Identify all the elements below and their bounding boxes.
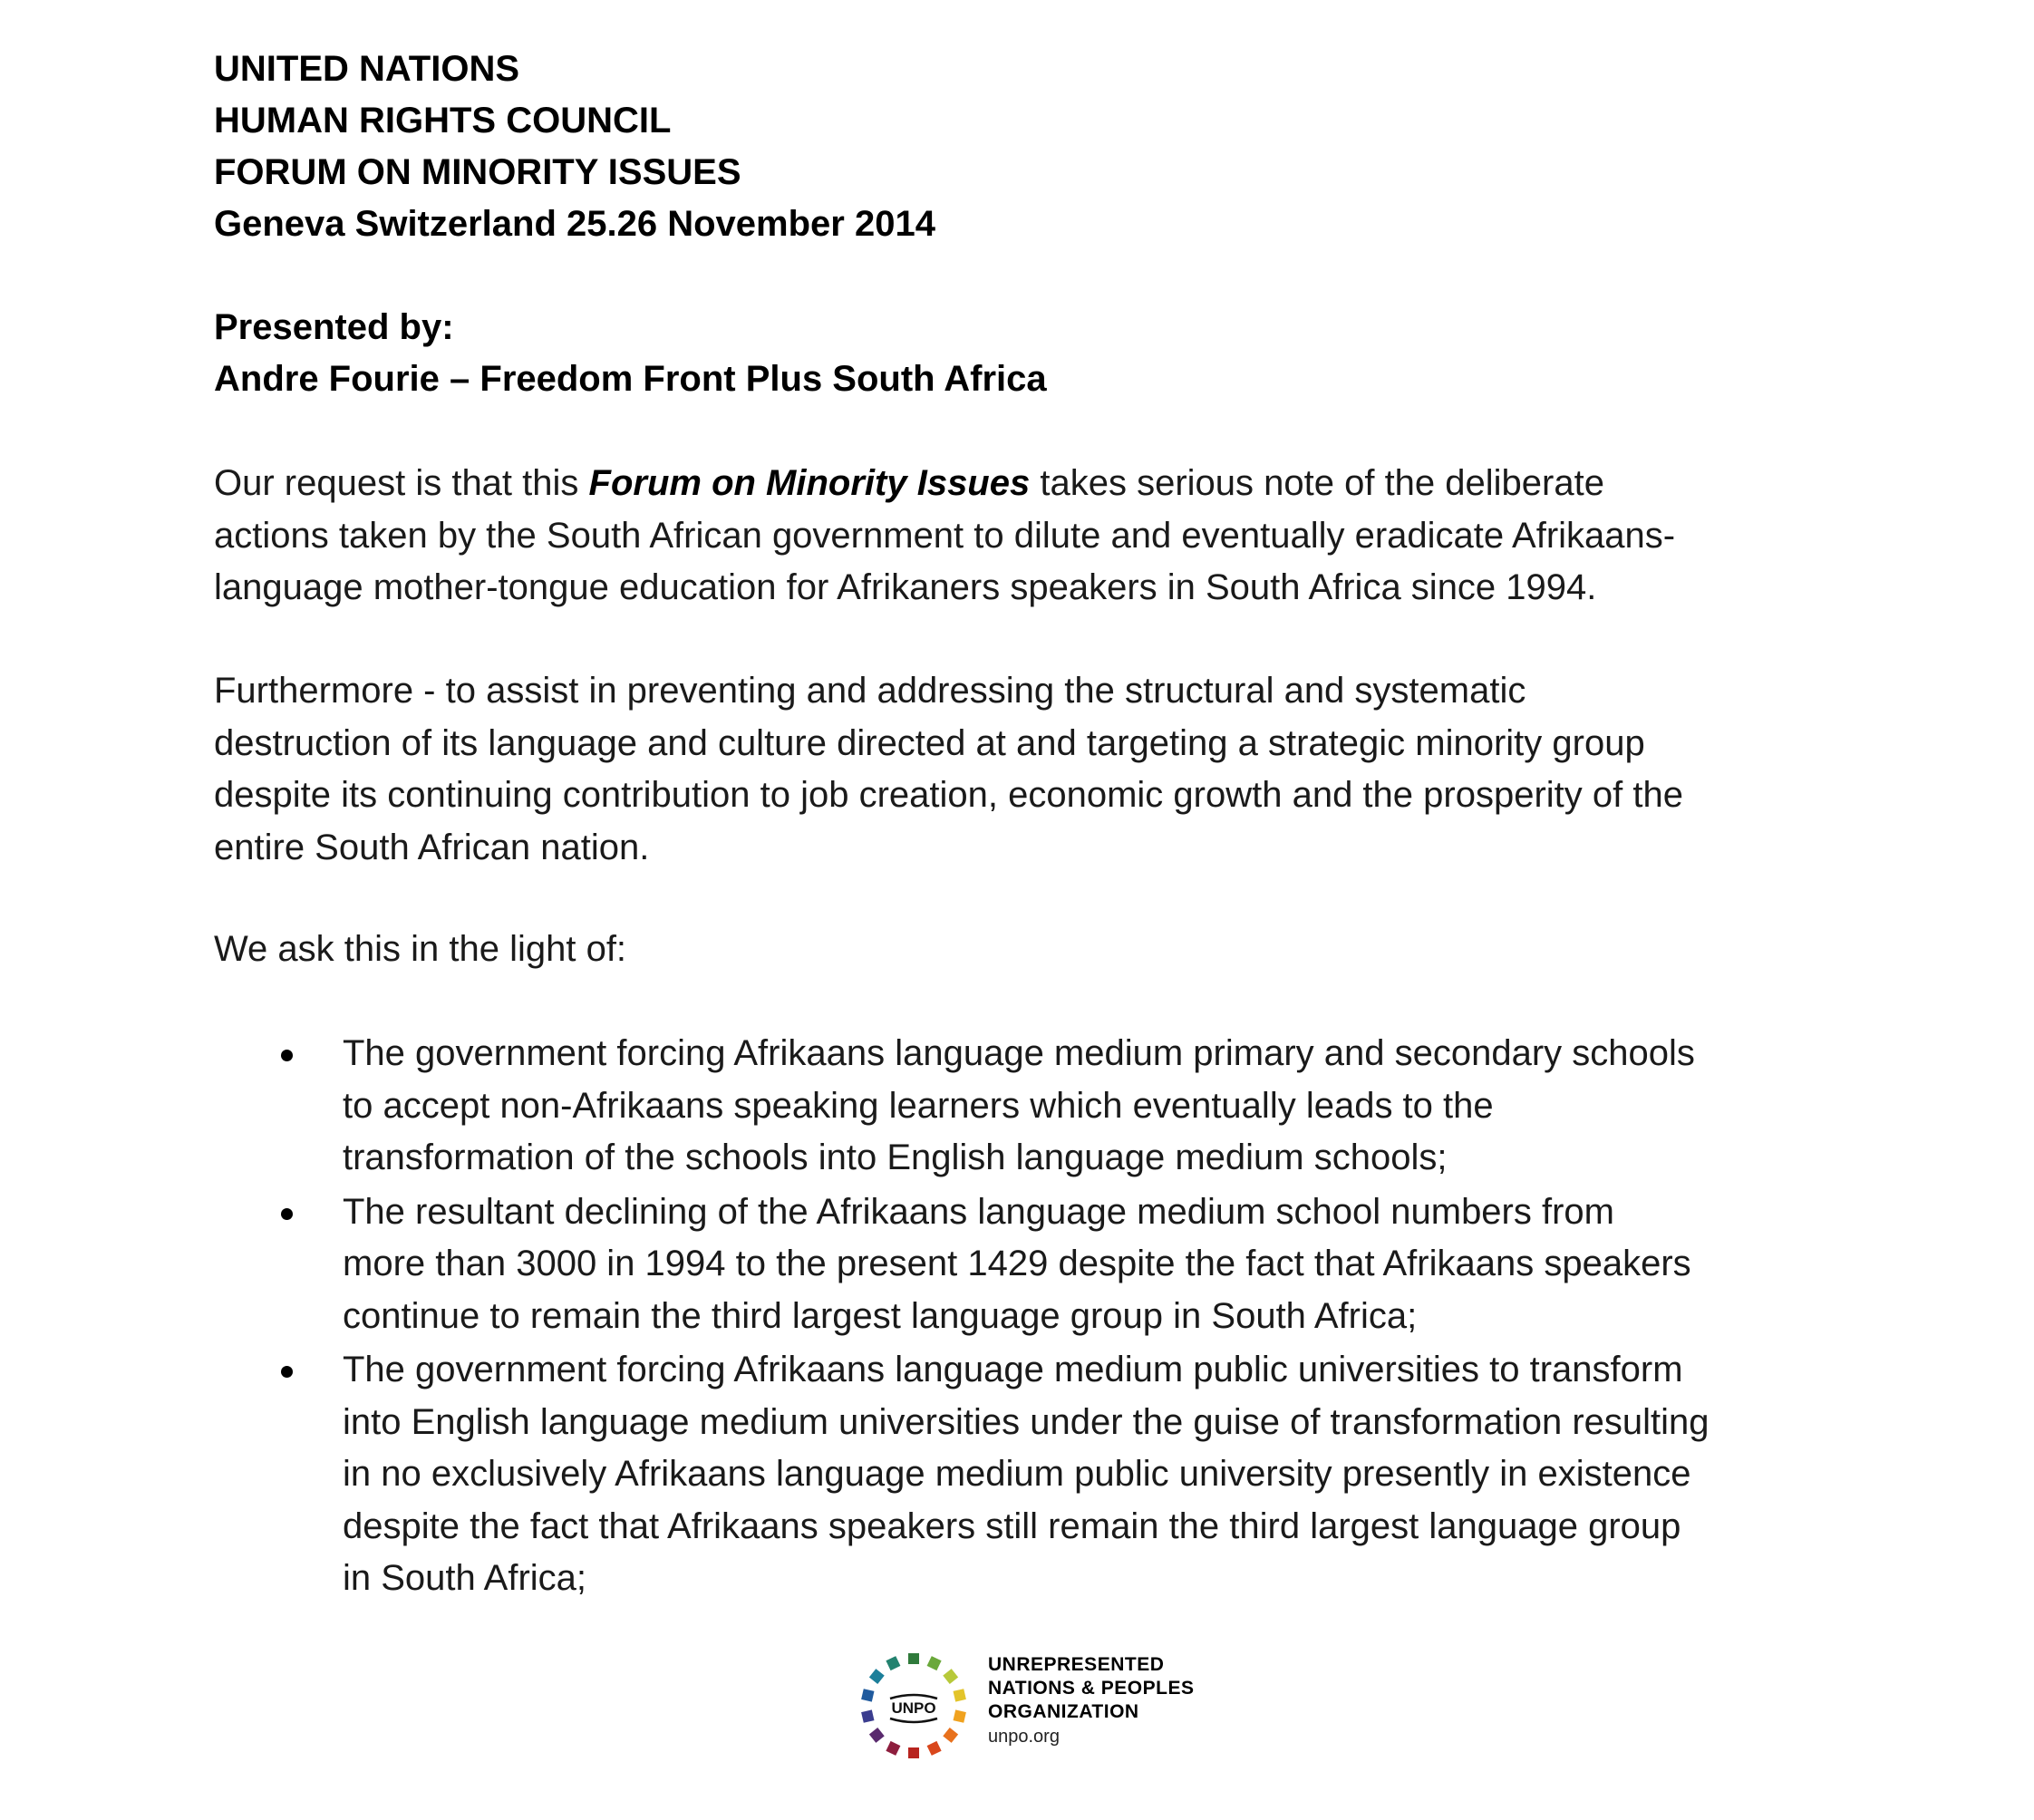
list-item-line: more than 3000 in 1994 to the present 1429 despite the fact that Afrikaans speakers: [343, 1244, 1691, 1283]
list-item-line: despite the fact that Afrikaans speakers still remain the third largest language group: [343, 1505, 1681, 1546]
unpo-emblem-text: UNPO: [891, 1699, 936, 1717]
list-item-line: transformation of the schools into English language medium schools;: [343, 1138, 1448, 1177]
presenter-label: Presented by:: [214, 307, 454, 347]
list-item-line: to accept non-Afrikaans speaking learners which eventually leads to the: [343, 1085, 1494, 1126]
presenter-name: Andre Fourie – Freedom Front Plus South Africa: [214, 359, 1047, 399]
paragraph-furthermore: [214, 665, 1827, 874]
emblem-segment: [869, 1669, 885, 1684]
header-org-name: UNITED NATIONS: [214, 49, 520, 89]
list-item-line: The government forcing Afrikaans language medium public universities to transform: [343, 1350, 1683, 1389]
paragraph-line: entire South African nation.: [214, 827, 650, 867]
list-item-line: The government forcing Afrikaans language medium primary and secondary schools: [343, 1033, 1695, 1073]
paragraph-line: destruction of its language and culture directed at and targeting a strategic minority group: [214, 722, 1645, 763]
bullet-icon: [281, 1208, 293, 1220]
header-location-date: Geneva Switzerland 25.26 November 2014: [214, 204, 935, 244]
list-item: [214, 1344, 1710, 1605]
emblem-segment: [861, 1689, 874, 1701]
emblem-segment: [886, 1741, 900, 1756]
paragraph-line: actions taken by the South African government to dilute and eventually eradicate Afrikaans-: [214, 515, 1676, 556]
org-url: unpo.org: [988, 1727, 1060, 1747]
list-item-line: in no exclusively Afrikaans language medium public university presently in existence: [343, 1454, 1691, 1494]
list-item: [214, 1028, 1710, 1185]
emblem-segment: [908, 1653, 919, 1664]
org-name-line: NATIONS & PEOPLES: [988, 1678, 1195, 1699]
emblem-segment: [861, 1709, 874, 1722]
paragraph-line: Furthermore - to assist in preventing and addressing the structural and systematic: [214, 671, 1526, 711]
paragraph-line: language mother-tongue education for Afrikaners speakers in South Africa since 1994.: [214, 567, 1597, 607]
emblem-segment: [943, 1669, 958, 1684]
org-name-line: ORGANIZATION: [988, 1701, 1139, 1722]
paragraph-line: We ask this in the light of:: [214, 929, 627, 969]
list-item-line: into English language medium universities under the guise of transformation resulting: [343, 1401, 1710, 1442]
emblem-segment: [927, 1656, 942, 1670]
emblem-segment: [927, 1741, 942, 1756]
paragraph-text: takes serious note of the deliberate: [1030, 463, 1604, 503]
list-item: [214, 1186, 1710, 1343]
header-council-name: HUMAN RIGHTS COUNCIL: [214, 101, 672, 140]
emblem-segment: [943, 1728, 958, 1743]
org-name-line: UNREPRESENTED: [988, 1654, 1165, 1675]
unpo-wordmark: [988, 1653, 1194, 1749]
forum-emphasis: Forum on Minority Issues: [588, 463, 1031, 503]
paragraph-request: [214, 458, 1827, 615]
paragraph-ask: [214, 924, 1827, 976]
emblem-segment: [954, 1689, 966, 1701]
list-item-line: The resultant declining of the Afrikaans language medium school numbers from: [343, 1191, 1614, 1232]
list-item-line: in South Africa;: [343, 1558, 587, 1598]
emblem-segment: [869, 1728, 885, 1743]
header-forum-name: FORUM ON MINORITY ISSUES: [214, 152, 741, 192]
paragraph-text: Our request is that this: [214, 463, 589, 503]
emblem-swoosh-top-icon: [890, 1695, 937, 1699]
presenter-block: [214, 302, 1047, 405]
bullet-icon: [281, 1366, 293, 1378]
emblem-segment: [908, 1747, 919, 1758]
emblem-swoosh-bottom-icon: [890, 1718, 937, 1722]
bullet-icon: [281, 1050, 293, 1061]
emblem-segment: [954, 1709, 966, 1722]
paragraph-line: despite its continuing contribution to job creation, economic growth and the prosperity of the: [214, 775, 1683, 815]
bullet-list: [214, 1028, 1710, 1607]
paragraph-line: [214, 458, 1827, 510]
list-item-line: continue to remain the third largest language group in South Africa;: [343, 1295, 1418, 1336]
document-header: [214, 44, 935, 250]
emblem-segment: [886, 1656, 900, 1670]
